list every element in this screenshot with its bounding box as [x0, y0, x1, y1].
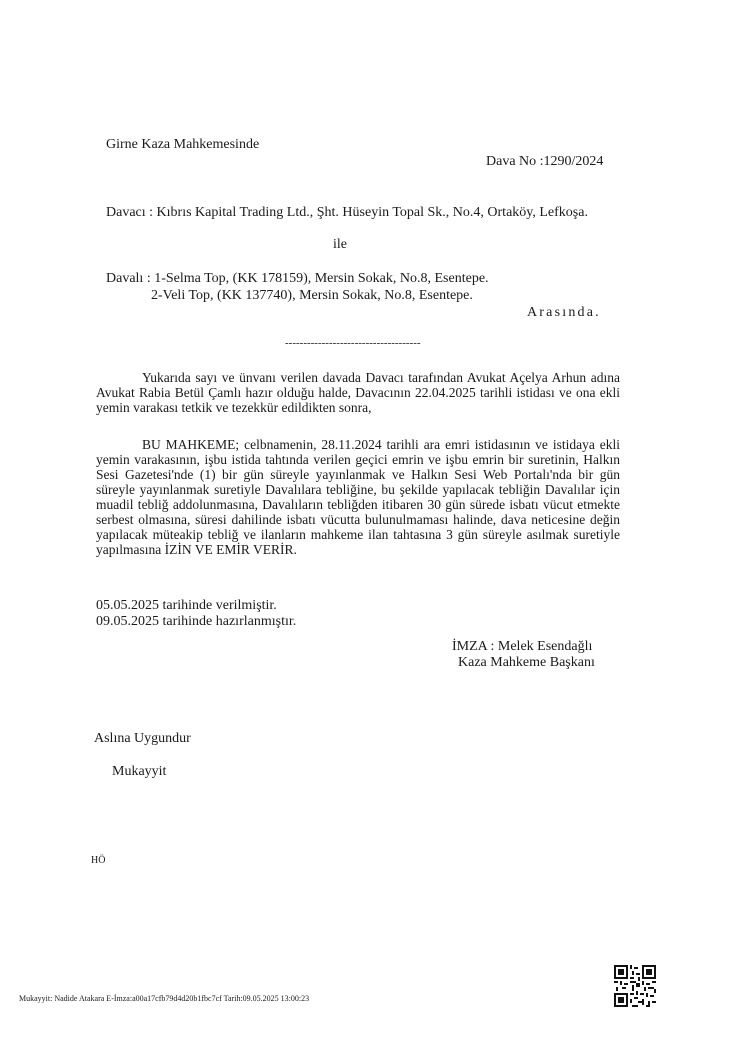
issued-date: 05.05.2025 tarihinde verilmiştir.: [96, 598, 277, 613]
plaintiff-line: Davacı : Kıbrıs Kapital Trading Ltd., Şht. Hüseyin Topal Sk., No.4, Ortaköy, Lefkoşa.: [106, 205, 588, 220]
court-name: Girne Kaza Mahkemesinde: [106, 137, 260, 152]
signature-title: Kaza Mahkeme Başkanı: [458, 655, 595, 670]
certified-label: Aslına Uygundur: [94, 731, 191, 746]
defendant-line-2: 2-Veli Top, (KK 137740), Mersin Sokak, No.8, Esentepe.: [151, 288, 473, 303]
arasinda-label: Arasında.: [527, 305, 601, 320]
initials: HÖ: [91, 855, 106, 866]
paragraph-1-block: [96, 370, 620, 415]
paragraph-2-block: [96, 437, 620, 557]
signature-name: İMZA : Melek Esendağlı: [452, 639, 593, 654]
qr-code-icon: [614, 965, 656, 1007]
case-number: Dava No :1290/2024: [486, 154, 604, 169]
defendant-line-1: Davalı : 1-Selma Top, (KK 178159), Mersin Sokak, No.8, Esentepe.: [106, 271, 489, 286]
footer-e-signature: Mukayyit: Nadide Atakara E-İmza:a00a17cfb79d4d20b1fbc7cf Tarih:09.05.2025 13:00:23: [19, 994, 310, 1003]
paragraph-2: BU MAHKEME; celbnamenin, 28.11.2024 tarihli ara emri istidasının ve istidaya ekli yemin varakasının, işbu istida tahtında verilen geçici emrin ve işbu emrin bir suretinin, Halkın Sesi Gazetesi'nde (1) bir gün süreyle yayınlanmak ve Halkın Sesi Web Portalı'nda bir gün süreyle yayınlanmak suretiyle Davalılara tebliğine, bu şekilde yapılacak tebliğin Davalılar için muadil tebliğ addolunmasına, Davalıların tebliğden itibaren 30 gün sürede isbatı vücut etmekte serbest olmasına, süresi dahilinde isbatı vücutta bulunulmaması halinde, dava neticesine değin yapılacak müteakip tebliğ ve ilanların mahkeme ilan tahtasına 3 gün süreyle asılmak suretiyle yapılmasına İZİN VE EMİR VERİR.: [96, 437, 620, 557]
between-word: ile: [333, 237, 347, 252]
paragraph-1: Yukarıda sayı ve ünvanı verilen davada Davacı tarafından Avukat Açelya Arhun adına Avukat Rabia Betül Çamlı hazır olduğu halde, Davacının 22.04.2025 tarihli istidası ve ona ekli yemin varakası tetkik ve tezekkür edildikten sonra,: [96, 370, 620, 415]
prepared-date: 09.05.2025 tarihinde hazırlanmıştır.: [96, 614, 297, 629]
separator-line: -------------------------------------: [285, 337, 421, 349]
registrar-label: Mukayyit: [112, 764, 167, 779]
